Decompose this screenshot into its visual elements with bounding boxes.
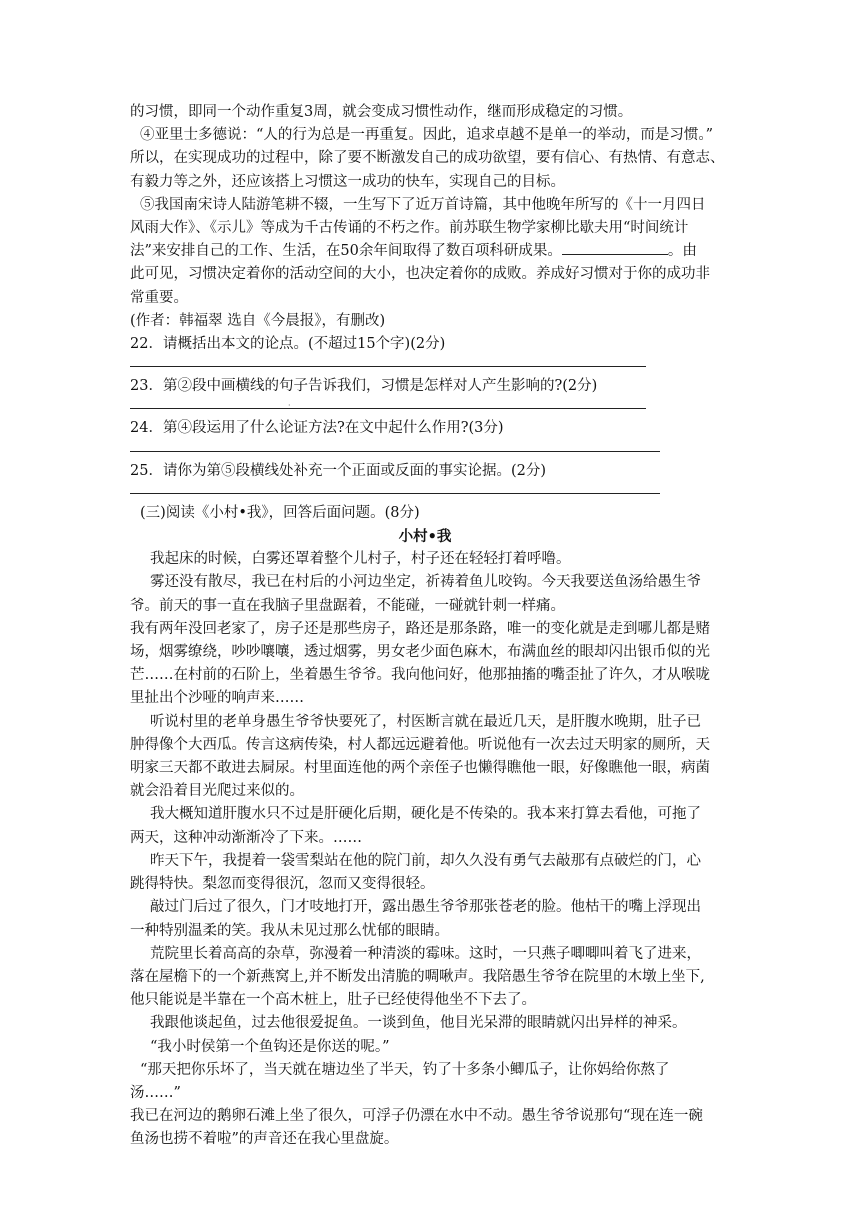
passage-text: 。由 xyxy=(667,243,697,260)
story-line: 我大概知道肝腹水只不过是肝硬化后期，硬化是不传染的。我本来打算去看他，可拖了 xyxy=(150,806,701,823)
story-line: 肿得像个大西瓜。传言这病传染，村人都远远避着他。听说他有一次去过天明家的厕所，天 xyxy=(130,736,710,753)
story-line: 昨天下午，我提着一袋雪梨站在他的院门前，却久久没有勇气去敲那有点破烂的门，心 xyxy=(150,852,701,869)
story-line: 汤……” xyxy=(130,1084,181,1101)
story-line: “那天把你乐坏了，当天就在塘边坐了半天，钓了十多条小鲫瓜子，让你妈给你熬了 xyxy=(140,1061,670,1078)
story-line: 荒院里长着高高的杂草，弥漫着一种清淡的霉味。这时，一只燕子唧唧叫着飞了进来， xyxy=(150,945,701,962)
story-line: 我跟他谈起鱼，过去他很爱捉鱼。一谈到鱼，他目光呆滞的眼睛就闪出异样的神采。 xyxy=(150,1015,687,1032)
story-line: 我已在河边的鹅卵石滩上坐了很久，可浮子仍漂在水中不动。愚生爷爷说那句“现在连一碗 xyxy=(130,1108,703,1125)
story-line: 雾还没有散尽，我已在村后的小河边坐定，祈祷着鱼儿咬钩。今天我要送鱼汤给愚生爷 xyxy=(150,574,701,591)
story-line: 听说村里的老单身愚生爷爷快要死了，村医断言就在最近几天，是肝腹水晚期，肚子已 xyxy=(150,713,701,730)
passage-line: 的习惯，即同一个动作重复3周，就会变成习惯性动作，继而形成稳定的习惯。 xyxy=(130,104,633,120)
story-line: 我有两年没回老家了，房子还是那些房子，路还是那条路，唯一的变化就是走到哪儿都是赌 xyxy=(130,620,710,637)
passage-line-with-blank xyxy=(130,240,720,263)
source-note: (作者：韩福翠 选自《今晨报》，有删改) xyxy=(130,312,386,329)
stray-dot: · xyxy=(288,401,291,410)
question-24: 24．第④段运用了什么论证方法?在文中起什么作用?(3分) xyxy=(130,420,504,437)
passage-line: 此可见，习惯决定着你的活动空间的大小，也决定着你的成败。养成好习惯对于你的成功非 xyxy=(130,266,710,283)
story-line: 爷。前天的事一直在我脑子里盘踞着，不能碰，一碰就针刺一样痛。 xyxy=(130,597,565,614)
passage-line: 所以，在实现成功的过程中，除了要不断激发自己的成功欲望，要有信心、有热情、有意志、 xyxy=(130,150,725,167)
question-22: 22．请概括出本文的论点。(不超过15个字)(2分) xyxy=(130,336,446,353)
answer-line-22[interactable] xyxy=(130,356,646,367)
section-intro: (三)阅读《小村•我》，回答后面问题。(8分) xyxy=(140,504,420,521)
passage-line: 有毅力等之外，还应该搭上习惯这一成功的快车，实现自己的目标。 xyxy=(130,173,565,190)
passage-text: 法”来安排自己的工作、生活，在50余年间取得了数百项科研成果。 xyxy=(130,243,562,260)
story-line: 跳得特快。梨忽而变得很沉，忽而又变得很轻。 xyxy=(130,876,435,893)
story-line: 落在屋檐下的一个新燕窝上,并不断发出清脆的啁啾声。我陪愚生爷爷在院里的木墩上坐下, xyxy=(130,968,705,985)
question-23: 23．第②段中画横线的句子告诉我们，习惯是怎样对人产生影响的?(2分) xyxy=(130,378,598,395)
story-line: 敲过门后过了很久，门才吱地打开，露出愚生爷爷那张苍老的脸。他枯干的嘴上浮现出 xyxy=(150,899,701,916)
story-line: 我起床的时候，白雾还罩着整个儿村子，村子还在轻轻打着呼噜。 xyxy=(150,551,571,568)
passage-line: 风雨大作》、《示儿》等成为千古传诵的不朽之作。前苏联生物学家柳比歇夫用“时间统计 xyxy=(130,220,689,237)
story-line: 鱼汤也捞不着啦”的声音还在我心里盘旋。 xyxy=(130,1131,399,1148)
fill-in-blank[interactable] xyxy=(562,240,668,255)
story-line: 一种特别温柔的笑。我从未见过那么忧郁的眼睛。 xyxy=(130,922,449,939)
story-line: 里扯出个沙哑的响声来…… xyxy=(130,690,304,707)
story-line: 明家三天都不敢进去屙尿。村里面连他的两个亲侄子也懒得瞧他一眼，好像瞧他一眼，病菌 xyxy=(130,760,710,777)
story-title: 小村•我 xyxy=(398,528,452,546)
story-line: 两天，这种冲动渐渐冷了下来。…… xyxy=(130,829,362,846)
question-25: 25．请你为第⑤段横线处补充一个正面或反面的事实论据。(2分) xyxy=(130,462,546,479)
answer-line-25[interactable] xyxy=(130,483,660,494)
story-line: “我小时侯第一个鱼钩还是你送的呢。” xyxy=(150,1038,390,1055)
story-line: 芒……在村前的石阶上，坐着愚生爷爷。我向他问好，他那抽搐的嘴歪扯了许久，才从喉咙 xyxy=(130,667,710,684)
story-line: 就会沿着目光爬过来似的。 xyxy=(130,783,304,800)
passage-line: ⑤我国南宋诗人陆游笔耕不辍，一生写下了近万首诗篇，其中他晚年所写的《十一月四日 xyxy=(140,196,706,213)
passage-line: 常重要。 xyxy=(130,289,188,306)
exam-page xyxy=(130,101,725,1152)
story-line: 他只能说是半靠在一个高木桩上，肚子已经使得他坐不下去了。 xyxy=(130,992,536,1009)
answer-line-24[interactable] xyxy=(130,441,660,452)
story-line: 场，烟雾缭绕，吵吵嚷嚷，透过烟雾，男女老少面色麻木，布满血丝的眼却闪出银币似的光 xyxy=(130,644,710,661)
passage-line: ④亚里士多德说：“人的行为总是一再重复。因此，追求卓越不是单一的举动，而是习惯。” xyxy=(140,127,714,144)
answer-line-23[interactable] xyxy=(130,398,646,409)
